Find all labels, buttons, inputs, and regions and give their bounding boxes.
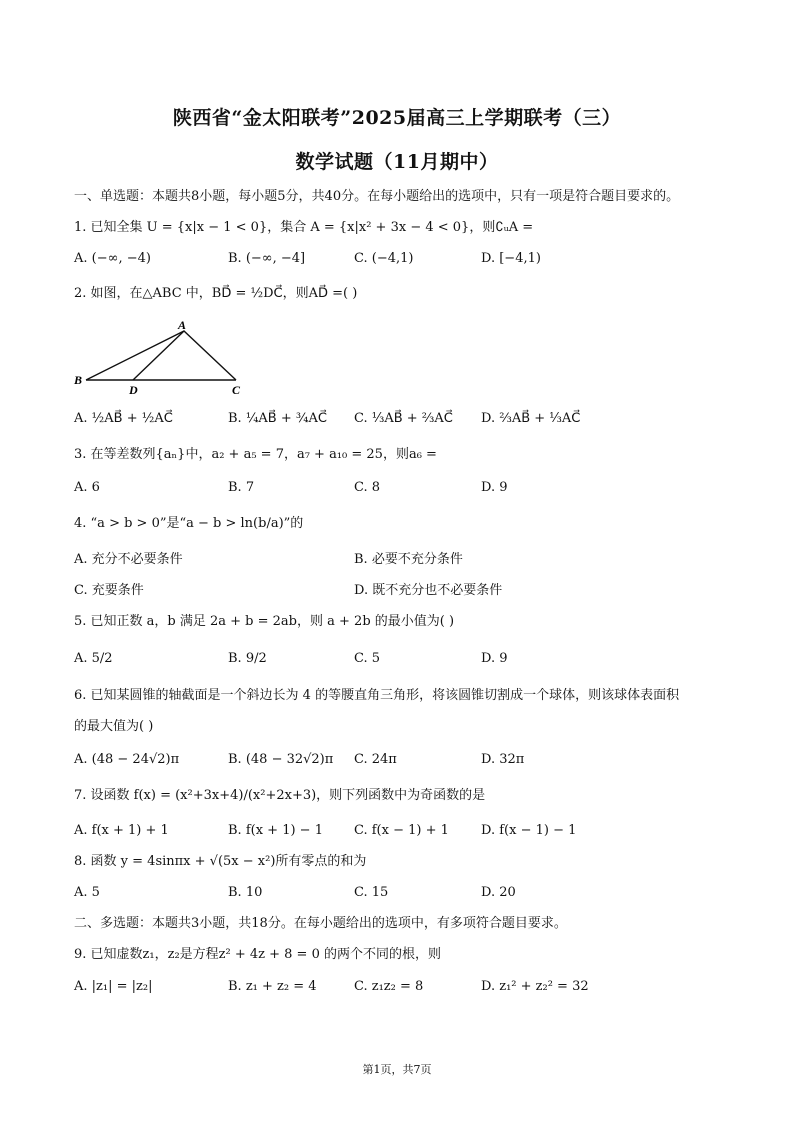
question-7-option-d: D. f(x − 1) − 1 — [481, 823, 577, 838]
page-subtitle: 数学试题（11月期中） — [295, 151, 499, 173]
segment-ad — [133, 331, 184, 380]
question-3-option-c: C. 8 — [354, 480, 381, 495]
question-2-option-b: B. ¼AB⃗ + ¾AC⃗ — [228, 411, 327, 426]
question-5-option-a: A. 5/2 — [74, 651, 113, 666]
page-title: 陕西省“金太阳联考”2025届高三上学期联考（三） — [172, 107, 622, 129]
question-8-option-d: D. 20 — [481, 885, 516, 900]
question-9-option-d: D. z₁² + z₂² = 32 — [481, 979, 589, 994]
question-4-option-c: C. 充要条件 — [74, 583, 144, 598]
question-3-option-a: A. 6 — [74, 480, 100, 495]
question-8-option-c: C. 15 — [354, 885, 389, 900]
question-6-stem-continued: 的最大值为( ) — [74, 719, 154, 734]
question-3-option-b: B. 7 — [228, 480, 255, 495]
question-9-option-c: C. z₁z₂ = 8 — [354, 979, 424, 994]
question-5-option-d: D. 9 — [481, 651, 508, 666]
question-9-option-b: B. z₁ + z₂ = 4 — [228, 979, 317, 994]
question-4-option-d: D. 既不充分也不必要条件 — [354, 583, 503, 598]
label-a: A — [178, 318, 187, 332]
section-1-heading: 一、单选题：本题共8小题，每小题5分，共40分。在每小题给出的选项中，只有一项是符合题目要求的。 — [74, 189, 680, 204]
page-footer: 第1页，共7页 — [362, 1063, 432, 1076]
question-7-stem: 7. 设函数 f(x) = (x²+3x+4)/(x²+2x+3)，则下列函数中为奇函数的是 — [74, 788, 486, 803]
triangle-figure — [70, 318, 260, 396]
question-2-option-a: A. ½AB⃗ + ½AC⃗ — [74, 411, 173, 426]
question-1-stem: 1. 已知全集 U = {x|x − 1 < 0}，集合 A = {x|x² + 3x − 4 < 0}，则∁ᵤA = — [74, 220, 534, 235]
label-c: C — [232, 383, 241, 396]
question-8-option-a: A. 5 — [74, 885, 100, 900]
question-1-option-b: B. (−∞, −4] — [228, 251, 306, 266]
question-6-option-c: C. 24π — [354, 752, 397, 767]
question-2-option-c: C. ⅓AB⃗ + ⅔AC⃗ — [354, 411, 453, 426]
triangle-sides — [86, 331, 236, 380]
question-1-option-d: D. [−4,1) — [481, 251, 541, 266]
question-9-stem: 9. 已知虚数z₁，z₂是方程z² + 4z + 8 = 0 的两个不同的根，则 — [74, 947, 441, 962]
question-7-option-c: C. f(x − 1) + 1 — [354, 823, 449, 838]
section-2-heading: 二、多选题：本题共3小题，共18分。在每小题给出的选项中，有多项符合题目要求。 — [74, 916, 567, 931]
question-4-stem: 4. “a > b > 0”是“a − b > ln(b/a)”的 — [74, 516, 304, 531]
question-3-stem: 3. 在等差数列{aₙ}中，a₂ + a₅ = 7，a₇ + a₁₀ = 25，则a₆ = — [74, 447, 437, 462]
question-8-stem: 8. 函数 y = 4sinπx + √(5x − x²)所有零点的和为 — [74, 854, 367, 869]
question-7-option-b: B. f(x + 1) − 1 — [228, 823, 323, 838]
question-5-option-b: B. 9/2 — [228, 651, 267, 666]
question-6-stem: 6. 已知某圆锥的轴截面是一个斜边长为 4 的等腰直角三角形，将该圆锥切割成一个球体，则该球体表面积 — [74, 688, 680, 703]
question-7-option-a: A. f(x + 1) + 1 — [74, 823, 169, 838]
label-d: D — [129, 383, 138, 396]
question-5-option-c: C. 5 — [354, 651, 381, 666]
question-4-option-b: B. 必要不充分条件 — [354, 552, 463, 567]
question-6-option-b: B. (48 − 32√2)π — [228, 752, 334, 767]
question-1-option-a: A. (−∞, −4) — [74, 251, 151, 266]
question-3-option-d: D. 9 — [481, 480, 508, 495]
question-2-option-d: D. ⅔AB⃗ + ⅓AC⃗ — [481, 411, 581, 426]
question-6-option-a: A. (48 − 24√2)π — [74, 752, 180, 767]
question-1-option-c: C. (−4,1) — [354, 251, 414, 266]
question-5-stem: 5. 已知正数 a，b 满足 2a + b = 2ab，则 a + 2b 的最小值为( ) — [74, 614, 455, 629]
question-2-stem: 2. 如图，在△ABC 中，BD⃗ = ½DC⃗，则AD⃗ =( ) — [74, 286, 358, 301]
question-8-option-b: B. 10 — [228, 885, 263, 900]
question-4-option-a: A. 充分不必要条件 — [74, 552, 183, 567]
question-6-option-d: D. 32π — [481, 752, 525, 767]
label-b: B — [74, 373, 83, 387]
question-9-option-a: A. |z₁| = |z₂| — [74, 979, 153, 994]
